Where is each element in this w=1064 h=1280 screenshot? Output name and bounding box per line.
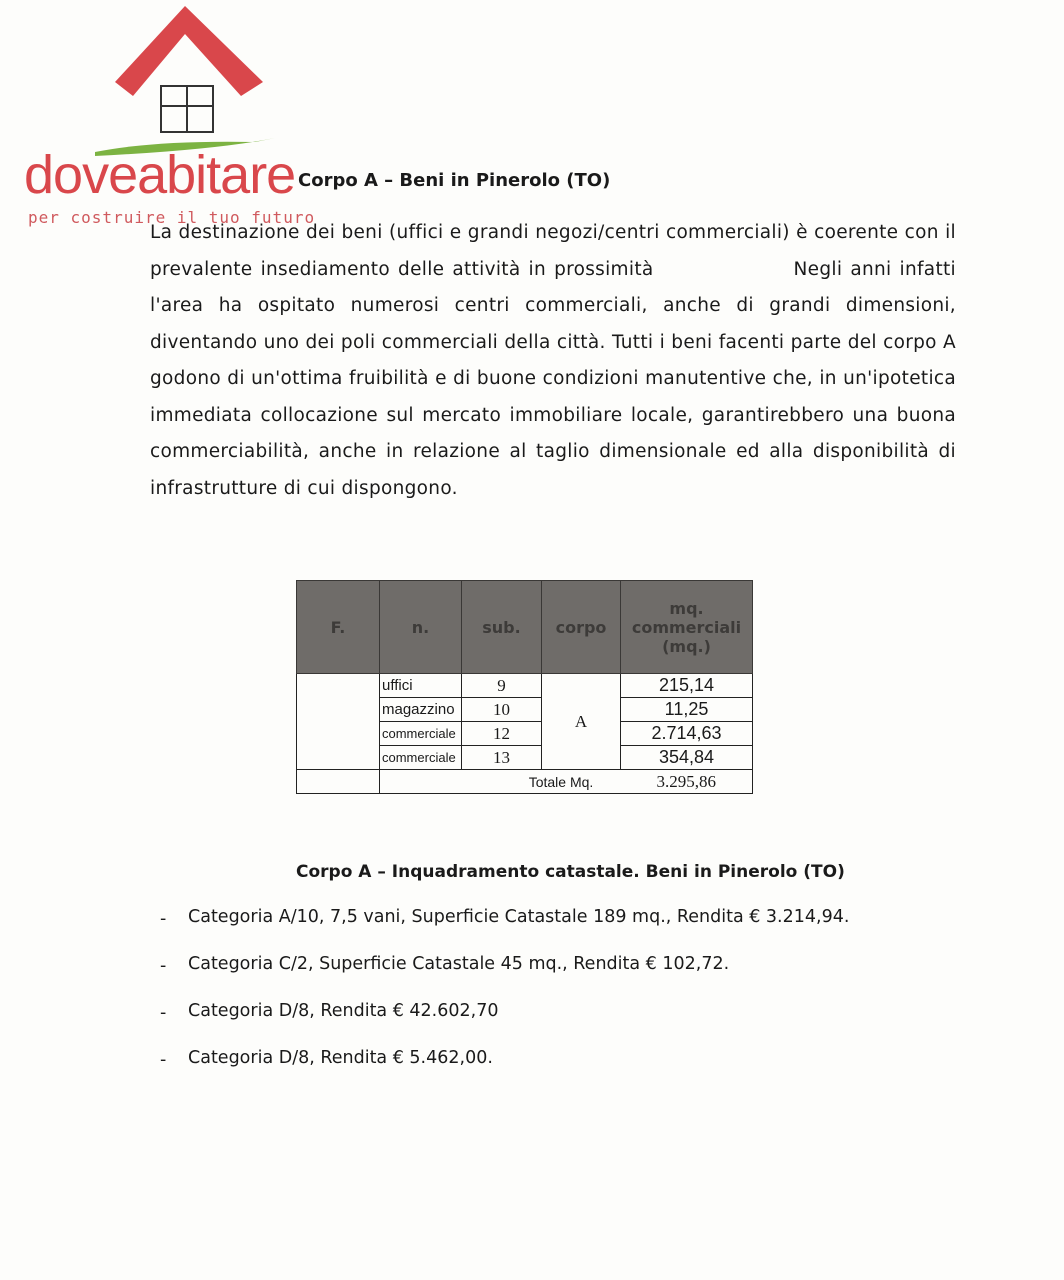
cell-value: 354,84 bbox=[621, 746, 753, 770]
logo bbox=[10, 0, 330, 240]
list-item-text: Categoria D/8, Rendita € 42.602,70 bbox=[188, 1001, 499, 1021]
list-item-text: Categoria D/8, Rendita € 5.462,00. bbox=[188, 1048, 493, 1068]
cell-f bbox=[297, 674, 380, 770]
table-header-row bbox=[297, 581, 753, 674]
cell-sub: 13 bbox=[462, 746, 542, 770]
logo-tagline: per costruire il tuo futuro bbox=[28, 208, 316, 227]
cell-value: 215,14 bbox=[621, 674, 753, 698]
dash-bullet-icon: - bbox=[160, 909, 167, 929]
list-item-text: Categoria A/10, 7,5 vani, Superficie Catastale 189 mq., Rendita € 3.214,94. bbox=[188, 907, 850, 927]
dash-bullet-icon: - bbox=[160, 1003, 167, 1023]
cell-value: 2.714,63 bbox=[621, 722, 753, 746]
total-label: Totale Mq. bbox=[462, 770, 621, 794]
cell-f-blank bbox=[297, 770, 380, 794]
table-total-row bbox=[297, 770, 753, 794]
cell-total-blank bbox=[380, 770, 462, 794]
cell-label: uffici bbox=[380, 674, 462, 698]
house-logo-icon bbox=[95, 0, 285, 160]
surface-table bbox=[296, 580, 753, 794]
dash-bullet-icon: - bbox=[160, 956, 167, 976]
cell-sub: 12 bbox=[462, 722, 542, 746]
header-f: F. bbox=[297, 581, 380, 674]
cell-corpo: A bbox=[542, 674, 621, 770]
table-row bbox=[297, 674, 753, 698]
dash-bullet-icon: - bbox=[160, 1050, 167, 1070]
header-n: n. bbox=[380, 581, 462, 674]
cell-label: commerciale bbox=[380, 722, 462, 746]
cell-value: 11,25 bbox=[621, 698, 753, 722]
header-sub: sub. bbox=[462, 581, 542, 674]
cell-label: magazzino bbox=[380, 698, 462, 722]
cell-sub: 10 bbox=[462, 698, 542, 722]
header-mq: mq. commerciali (mq.) bbox=[621, 581, 753, 674]
list-item-text: Categoria C/2, Superficie Catastale 45 mq., Rendita € 102,72. bbox=[188, 954, 730, 974]
cadastral-heading: Corpo A – Inquadramento catastale. Beni in Pinerolo (TO) bbox=[296, 862, 845, 882]
logo-brand: doveabitare bbox=[24, 145, 296, 205]
header-corpo: corpo bbox=[542, 581, 621, 674]
paragraph-part-2: Negli anni infatti l'area ha ospitato numerosi centri commerciali, anche di grandi dimensioni, diventando uno dei poli commerciali della città. Tutti i beni facenti parte del corpo A godono di un'ottima fruibilità e di buone condizioni manutentive che, in un'ipotetica immediata collocazione sul mercato immobiliare locale, garantirebbero una buona commerciabilità, anche in relazione al taglio dimensionale ed alla disponibilità di infrastrutture di cui dispongono. bbox=[150, 258, 956, 499]
paragraph-part-1: La destinazione dei beni (uffici e grandi negozi/centri commerciali) è coerente con il prevalente insediamento delle attività in prossimità bbox=[150, 222, 956, 280]
section-heading: Corpo A – Beni in Pinerolo (TO) bbox=[298, 170, 611, 191]
cell-label: commerciale bbox=[380, 746, 462, 770]
total-value: 3.295,86 bbox=[621, 770, 753, 794]
description-paragraph bbox=[150, 215, 956, 507]
cell-sub: 9 bbox=[462, 674, 542, 698]
